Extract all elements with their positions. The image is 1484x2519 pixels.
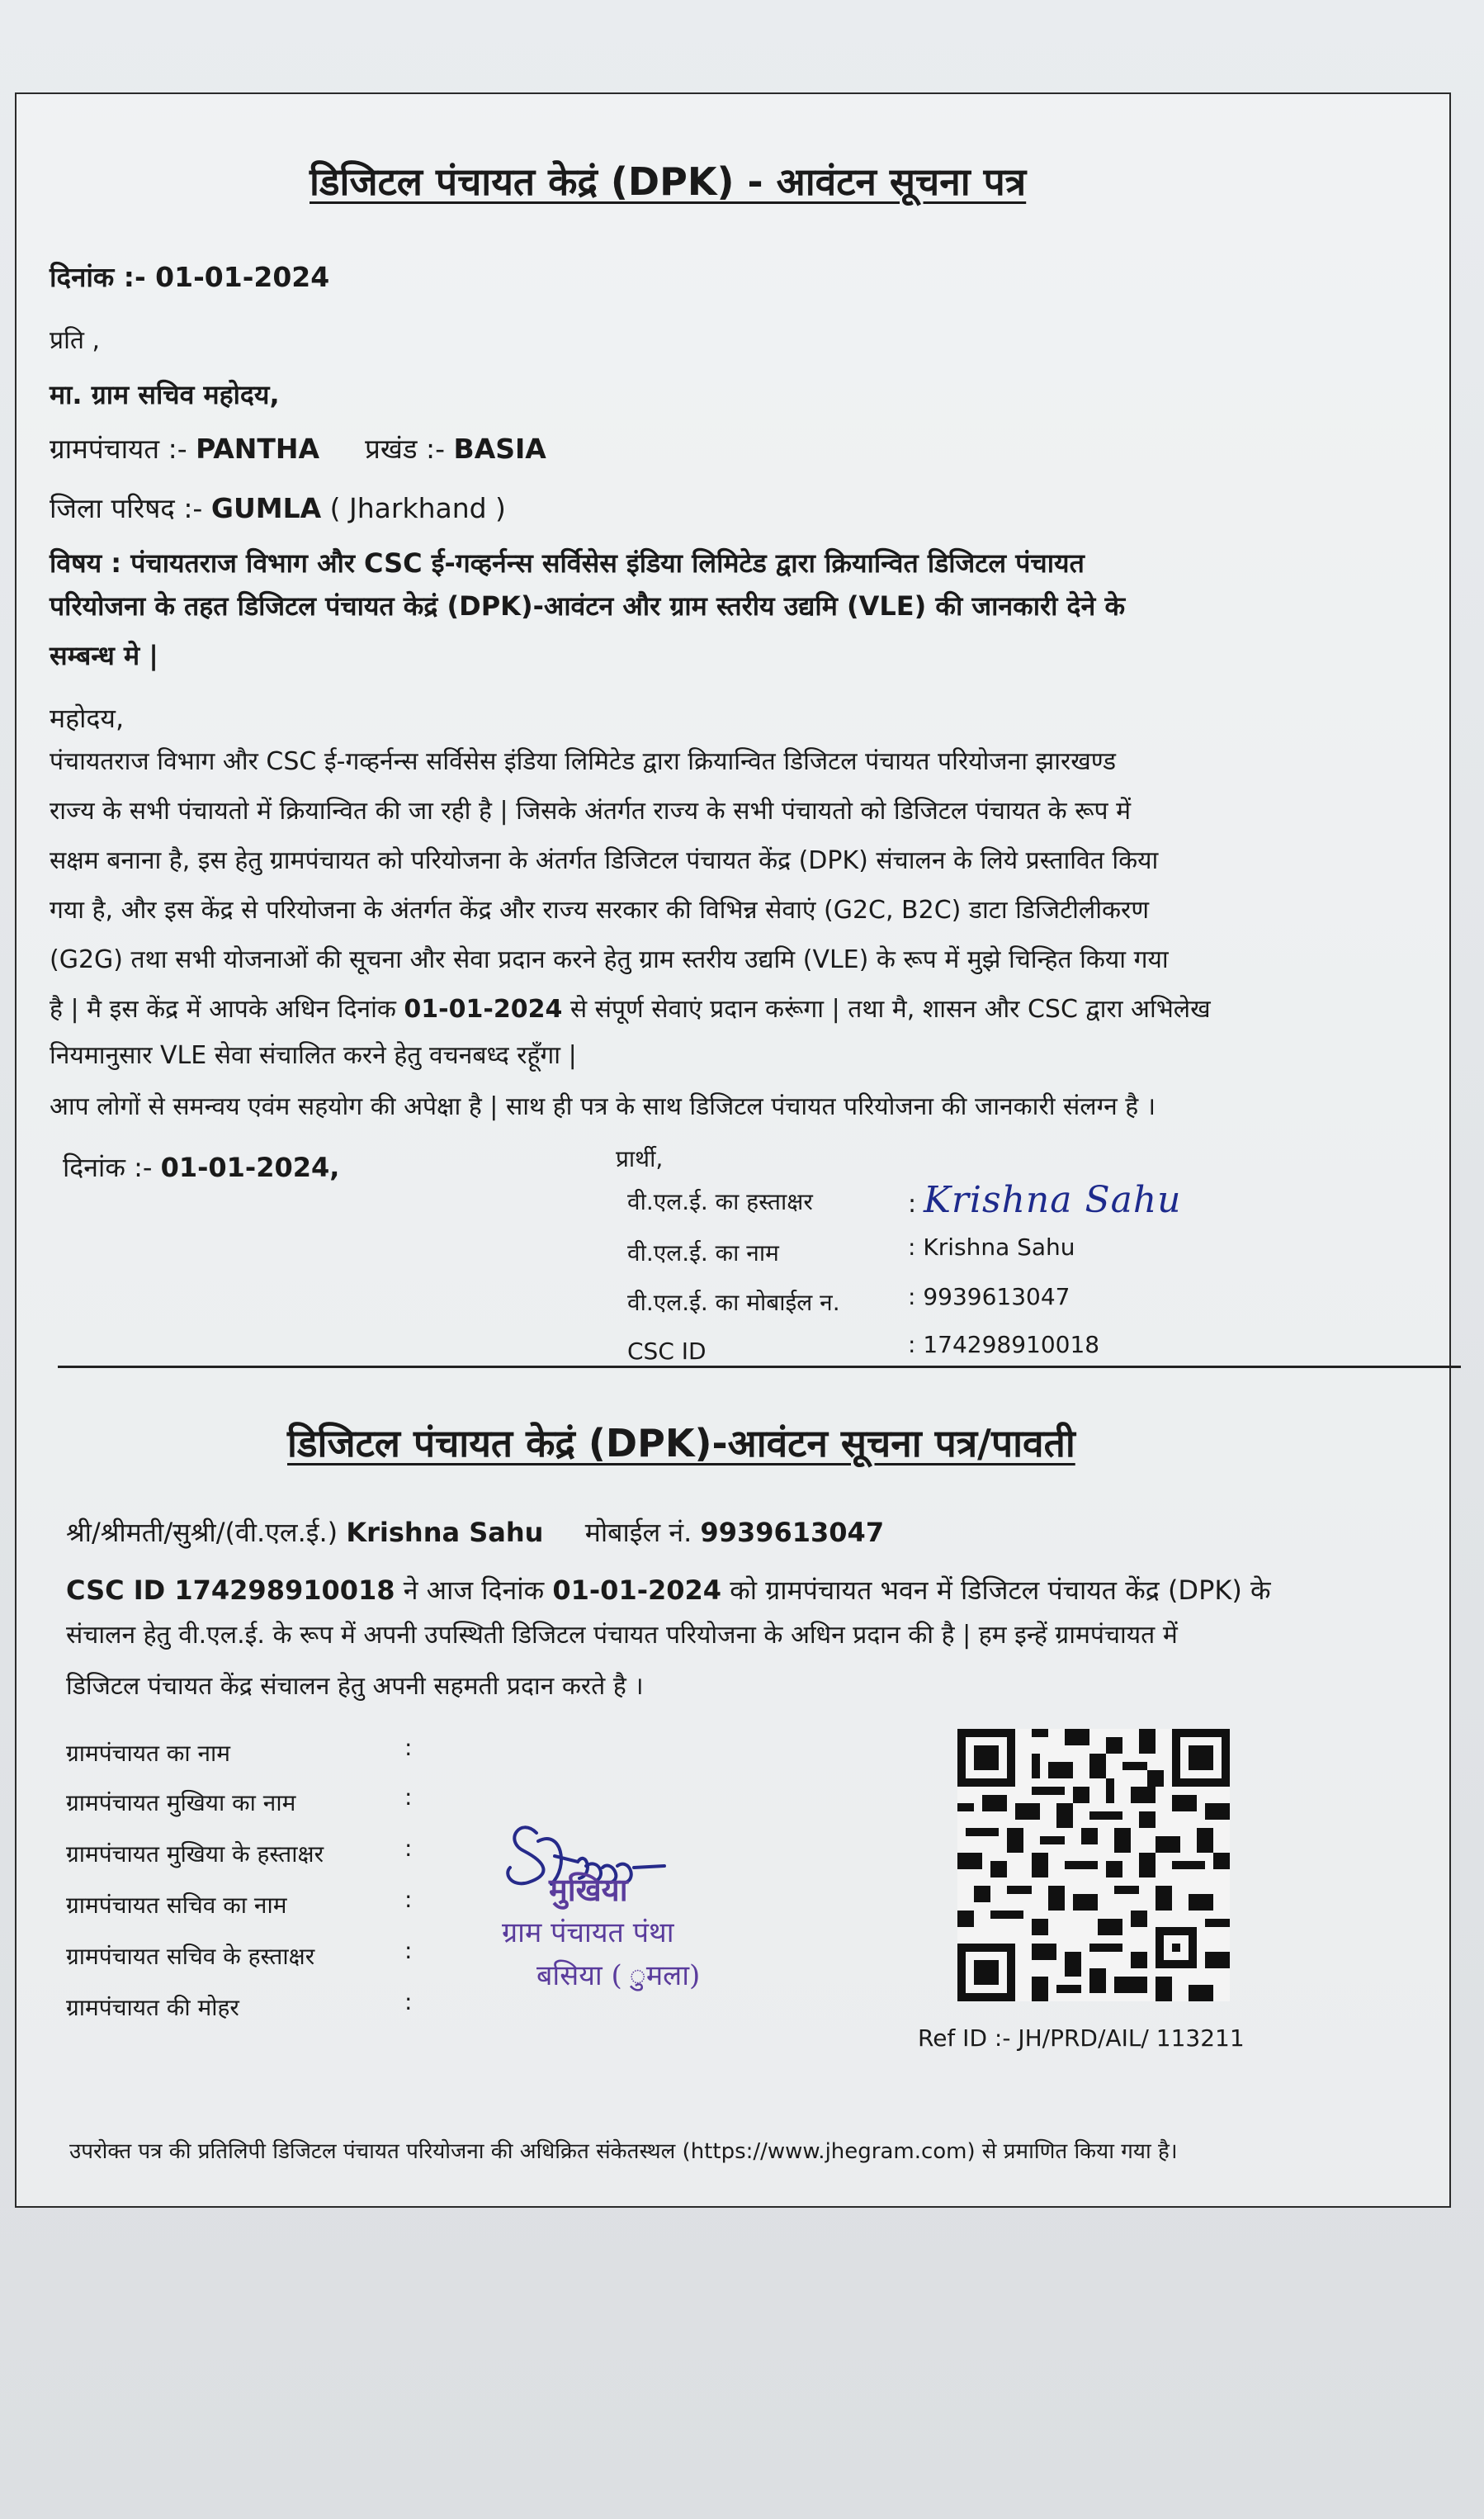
district-line	[50, 489, 506, 526]
stamp-line-2: ग्राम पंचायत पंथा	[502, 1916, 674, 1949]
receipt-line-1-mid: ने आज दिनांक	[395, 1574, 553, 1606]
receipt-line-1	[66, 1572, 1271, 1608]
qr-code-icon	[957, 1729, 1230, 2001]
subject-line-1: विषय : पंचायतराज विभाग और CSC ई-गव्हर्नन्स सर्विसेस इंडिया लिमिटेड द्वारा क्रियान्वित डिजिटल पंचायत	[50, 547, 1085, 579]
body-line-6a: है | मै इस केंद्र में आपके अधिन दिनांक	[50, 995, 404, 1024]
body-line-7: नियमानुसार VLE सेवा संचालित करने हेतु वचनबध्द रहूँगा |	[50, 1041, 577, 1070]
field-seal: ग्रामपंचायत की मोहर	[66, 1994, 239, 2021]
receipt-date: 01-01-2024	[552, 1574, 722, 1606]
receipt-vle-name: Krishna Sahu	[346, 1517, 544, 1548]
colon-3: :	[404, 1835, 413, 1862]
body-line-3: सक्षम बनाना है, इस हेतु ग्रामपंचायत को परियोजना के अंतर्गत डिजिटल पंचायत केंद्र (DPK) संचालन के लिये प्रस्तावित किया	[50, 846, 1159, 875]
field-sachiv-sign: ग्रामपंचायत सचिव के हस्ताक्षर	[66, 1943, 315, 1970]
body-line-5: (G2G) तथा सभी योजनाओं की सूचना और सेवा प्रदान करने हेतु ग्राम स्तरीय उद्यमि (VLE) के रूप में मुझे चिन्हित किया गया	[50, 945, 1169, 974]
field-gram-name: ग्रामपंचायत का नाम	[66, 1740, 231, 1767]
field-sachiv-name: ग्रामपंचायत सचिव का नाम	[66, 1892, 287, 1919]
receipt-csc-id: CSC ID 174298910018	[66, 1574, 395, 1606]
receipt-line-3: डिजिटल पंचायत केंद्र संचालन हेतु अपनी सहमती प्रदान करते है ।	[66, 1672, 644, 1701]
letter-date: दिनांक :- 01-01-2024	[50, 261, 330, 293]
subject-line-2: परियोजना के तहत डिजिटल पंचायत केद्रं (DPK)-आवंटन और ग्राम स्तरीय उद्यमि (VLE) की जानकारी देने के	[50, 590, 1126, 622]
footer-note: उपरोक्त पत्र की प्रतिलिपी डिजिटल पंचायत परियोजना की अधिक्रित संकेतस्थल (https://www.jhegram.com) से प्रमाणित किया गया है।	[69, 2139, 1178, 2164]
block-value: BASIA	[453, 433, 546, 465]
stamp-line-1: मुखिया	[549, 1871, 628, 1908]
colon-4: :	[404, 1886, 413, 1913]
csc-label: CSC ID	[627, 1338, 707, 1365]
csc-value: : 174298910018	[908, 1331, 1100, 1358]
colon-2: :	[404, 1783, 413, 1811]
letter-title: डिजिटल पंचायत केद्रं (DPK) - आवंटन सूचना पत्र	[310, 159, 1027, 204]
receipt-vle-line	[66, 1514, 884, 1550]
colon-1: :	[404, 1734, 413, 1761]
colon-5: :	[404, 1937, 413, 1964]
vle-name-value: : Krishna Sahu	[908, 1233, 1075, 1261]
body-line-2: राज्य के सभी पंचायतो में क्रियान्वित की जा रही है | जिसके अंतर्गत राज्य के सभी पंचायतो को डिजिटल पंचायत के रूप में	[50, 797, 1132, 826]
gram-label: ग्रामपंचायत :-	[50, 433, 187, 465]
district-value: GUMLA	[210, 492, 322, 524]
section-divider	[58, 1366, 1461, 1368]
vle-sign-label: वी.एल.ई. का हस्ताक्षर	[627, 1188, 813, 1215]
mobile-label: मोबाईल नं.	[584, 1517, 692, 1548]
vle-signature: Krishna Sahu	[924, 1179, 1182, 1221]
vle-prefix: श्री/श्रीमती/सुश्री/(वी.एल.ई.)	[66, 1517, 338, 1548]
field-mukhiya-name: ग्रामपंचायत मुखिया का नाम	[66, 1789, 296, 1816]
receipt-mobile: 9939613047	[700, 1517, 885, 1548]
receipt-line-1-end: को ग्रामपंचायत भवन में डिजिटल पंचायत केंद्र (DPK) के	[721, 1574, 1271, 1606]
sign-date-value: 01-01-2024,	[160, 1152, 340, 1183]
service-start-date: 01-01-2024	[404, 995, 563, 1024]
gram-panchayat-line	[50, 429, 546, 466]
gram-value: PANTHA	[196, 433, 320, 465]
sign-date	[63, 1149, 339, 1185]
body-line-6	[50, 991, 1211, 1025]
field-mukhiya-sign: ग्रामपंचायत मुखिया के हस्ताक्षर	[66, 1840, 324, 1868]
body-line-1: पंचायतराज विभाग और CSC ई-गव्हर्नन्स सर्विसेस इंडिया लिमिटेड द्वारा क्रियान्वित डिजिटल पंचायत परियोजना झारखण्ड	[50, 747, 1117, 776]
vle-mobile-label: वी.एल.ई. का मोबाईल न.	[627, 1289, 840, 1316]
district-label: जिला परिषद :-	[50, 492, 203, 524]
state-text: ( Jharkhand )	[329, 492, 506, 524]
subject-line-3: सम्बन्ध मे |	[50, 640, 158, 671]
vle-name-label: वी.एल.ई. का नाम	[627, 1239, 779, 1267]
closing-line: आप लोगों से समन्वय एवंम सहयोग की अपेक्षा है | साथ ही पत्र के साथ डिजिटल पंचायत परियोजना की जानकारी संलग्न है ।	[50, 1092, 1156, 1121]
prarthi-text: प्रार्थी,	[616, 1145, 664, 1172]
prati-text: प्रति ,	[50, 326, 101, 355]
salutation: महोदय,	[50, 703, 125, 734]
sign-date-label: दिनांक :-	[63, 1152, 153, 1183]
colon-6: :	[404, 1988, 413, 2015]
receipt-line-2: संचालन हेतु वी.एल.ई. के रूप में अपनी उपस्थिती डिजिटल पंचायत परियोजना के अधिन प्रदान की है | हम इन्हें ग्रामपंचायत में	[66, 1621, 1178, 1650]
ref-id: Ref ID :- JH/PRD/AIL/ 113211	[918, 2024, 1245, 2052]
receipt-title: डिजिटल पंचायत केद्रं (DPK)-आवंटन सूचना पत्र/पावती	[287, 1421, 1075, 1465]
stamp-line-3: बसिया ( ुमला)	[536, 1959, 701, 1992]
body-line-6b: से संपूर्ण सेवाएं प्रदान करूंगा | तथा मै, शासन और CSC द्वारा अभिलेख	[562, 995, 1211, 1024]
vle-mobile-value: : 9939613047	[908, 1283, 1070, 1310]
addressee: मा. ग्राम सचिव महोदय,	[50, 379, 280, 410]
block-label: प्रखंड :-	[365, 433, 446, 465]
vle-sign-row: : Krishna Sahu	[908, 1179, 1182, 1221]
body-line-4: गया है, और इस केंद्र से परियोजना के अंतर्गत केंद्र और राज्य सरकार की विभिन्न सेवाएं (G2C, B2C) डाटा डिजिटीलीकरण	[50, 896, 1150, 925]
